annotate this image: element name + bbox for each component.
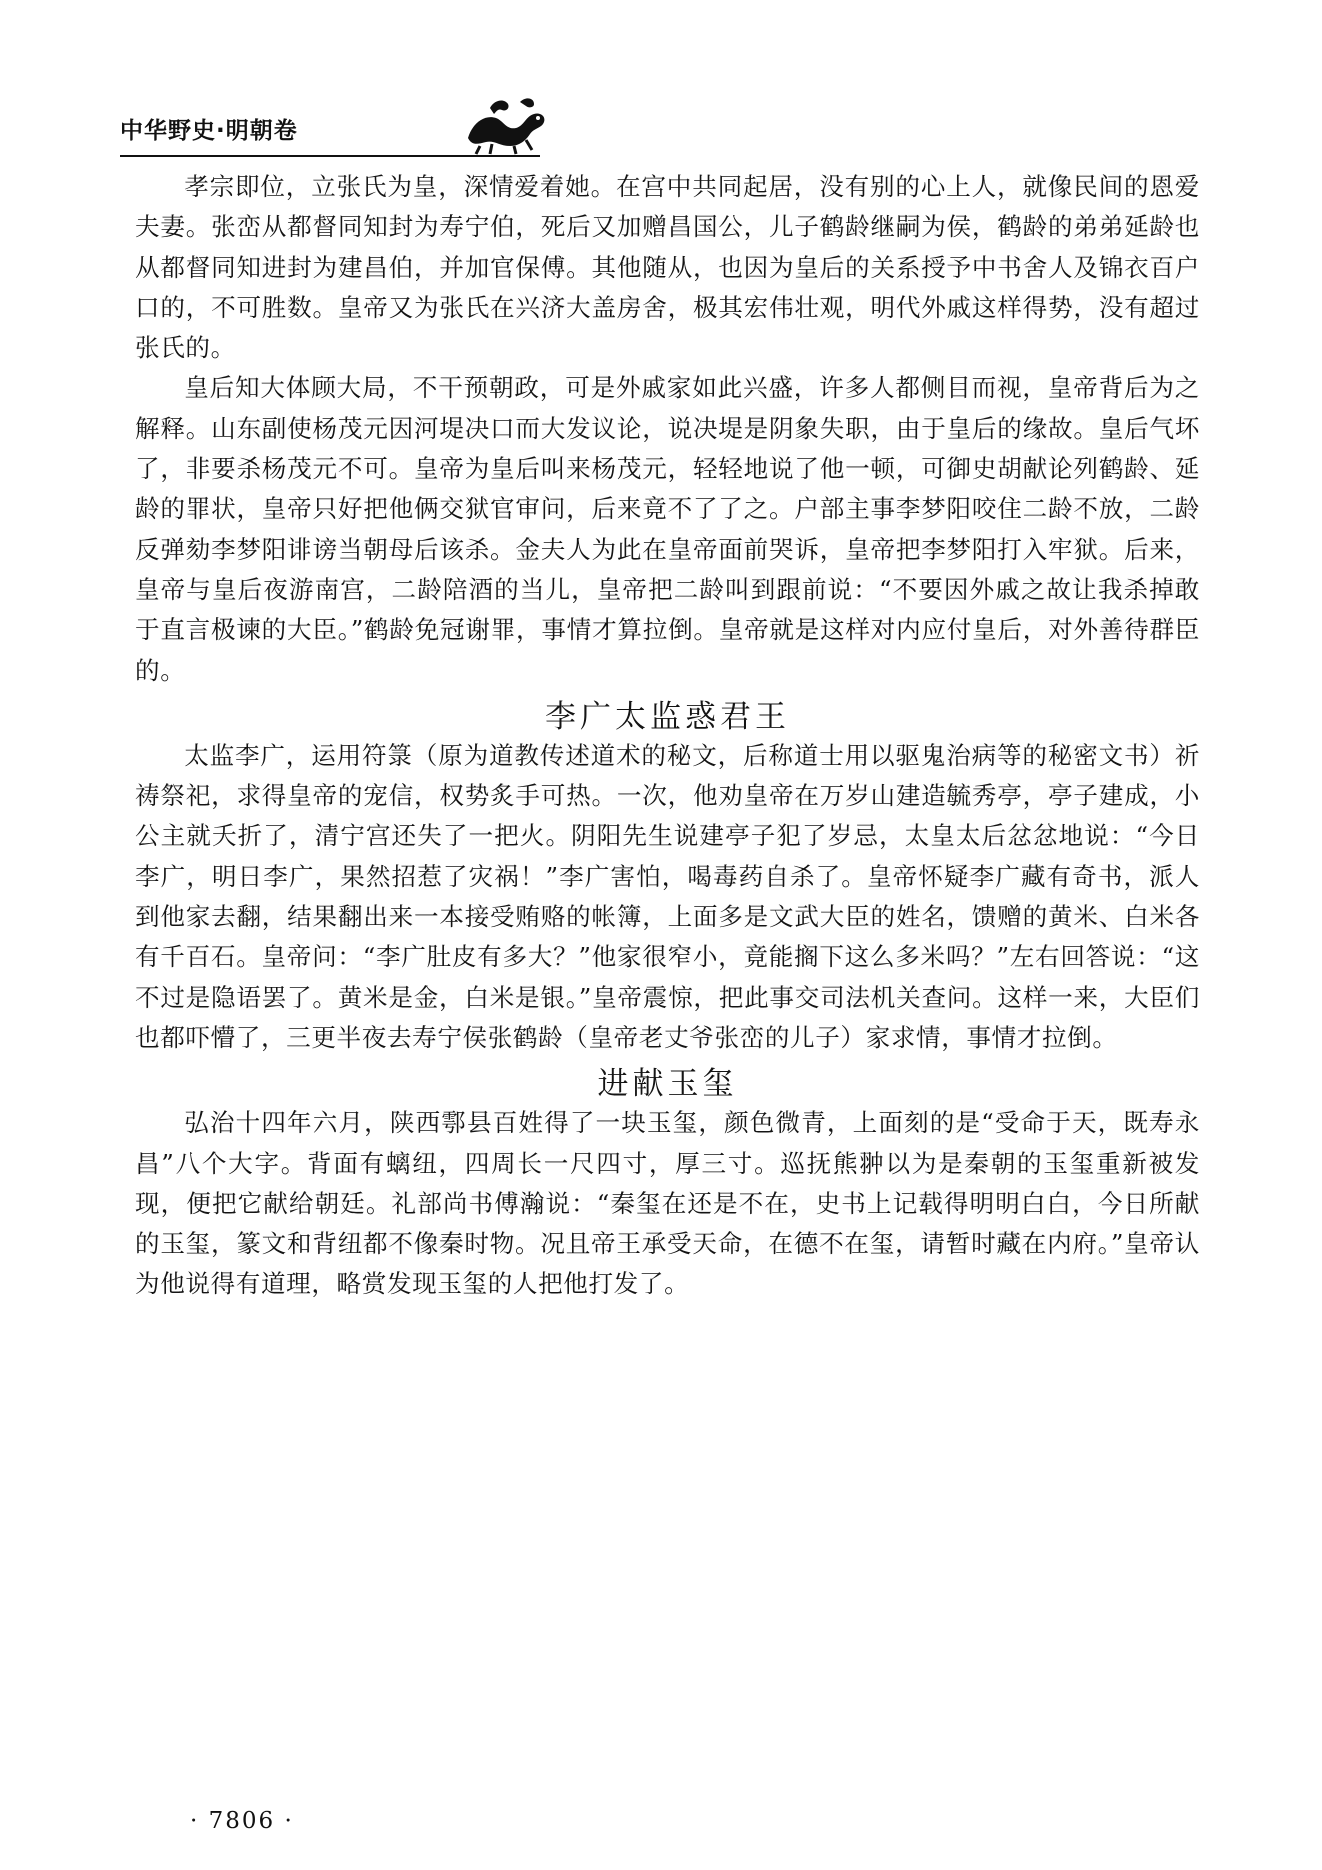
body-paragraph: 皇后知大体顾大局，不干预朝政，可是外戚家如此兴盛，许多人都侧目而视，皇帝背后为之解释。山东副使杨茂元因河堤决口而大发议论，说决堤是阴象失职，由于皇后的缘故。皇后气坏了，非要杀杨茂元不可。皇帝为皇后叫来杨茂元，轻轻地说了他一顿，可御史胡献论列鹤龄、延龄的罪状，皇帝只好把他俩交狱官审问，后来竟不了了之。户部主事李梦阳咬住二龄不放，二龄反弹劾李梦阳诽谤当朝母后该杀。金夫人为此在皇帝面前哭诉，皇帝把李梦阳打入牢狱。后来，皇帝与皇后夜游南宫，二龄陪酒的当儿，皇帝把二龄叫到跟前说：“不要因外戚之故让我杀掉敢于直言极谏的大臣。”鹤龄免冠谢罪，事情才算拉倒。皇帝就是这样对内应付皇后，对外善待群臣的。 (135, 373, 1200, 685)
book-title: 中华野史·明朝卷 (120, 118, 298, 144)
page-body (135, 167, 1200, 1305)
header-divider (120, 155, 540, 157)
body-paragraph: 孝宗即位，立张氏为皇，深情爱着她。在宫中共同起居，没有别的心上人，就像民间的恩爱夫妻。张峦从都督同知封为寿宁伯，死后又加赠昌国公，儿子鹤龄继嗣为侯，鹤龄的弟弟延龄也从都督同知进封为建昌伯，并加官保傅。其他随从，也因为皇后的关系授予中书舍人及锦衣百户口的，不可胜数。皇帝又为张氏在兴济大盖房舍，极其宏伟壮观，明代外戚这样得势，没有超过张氏的。 (135, 172, 1200, 363)
section-heading: 进献玉玺 (597, 1066, 738, 1103)
page-header (120, 100, 540, 158)
body-paragraph: 弘治十四年六月，陕西鄠县百姓得了一块玉玺，颜色微青，上面刻的是“受命于天，既寿永昌”八个大字。背面有螭纽，四周长一尺四寸，厚三寸。巡抚熊翀以为是秦朝的玉玺重新被发现，便把它献给朝廷。礼部尚书傅瀚说：“秦玺在还是不在，史书上记载得明明白白，今日所献的玉玺，篆文和背纽都不像秦时物。况且帝王承受天命，在德不在玺，请暂时藏在内府。”皇帝认为他说得有道理，略赏发现玉玺的人把他打发了。 (135, 1108, 1200, 1299)
page-number: · 7806 · (190, 1808, 294, 1834)
section-heading: 李广太监惑君王 (545, 698, 790, 735)
body-paragraph: 太监李广，运用符箓（原为道教传述道术的秘文，后称道士用以驱鬼治病等的秘密文书）祈祷祭祀，求得皇帝的宠信，权势炙手可热。一次，他劝皇帝在万岁山建造毓秀亭，亭子建成，小公主就夭折了，清宁宫还失了一把火。阴阳先生说建亭子犯了岁忌，太皇太后忿忿地说：“今日李广，明日李广，果然招惹了灾祸！”李广害怕，喝毒药自杀了。皇帝怀疑李广藏有奇书，派人到他家去翻，结果翻出来一本接受贿赂的帐簿，上面多是文武大臣的姓名，馈赠的黄米、白米各有千百石。皇帝问：“李广肚皮有多大？”他家很窄小，竟能搁下这么多米吗？”左右回答说：“这不过是隐语罢了。黄米是金，白米是银。”皇帝震惊，把此事交司法机关查问。这样一来，大臣们也都吓懵了，三更半夜去寿宁侯张鹤龄（皇帝老丈爷张峦的儿子）家求情，事情才拉倒。 (135, 740, 1200, 1052)
dragon-emblem-icon (460, 94, 552, 156)
